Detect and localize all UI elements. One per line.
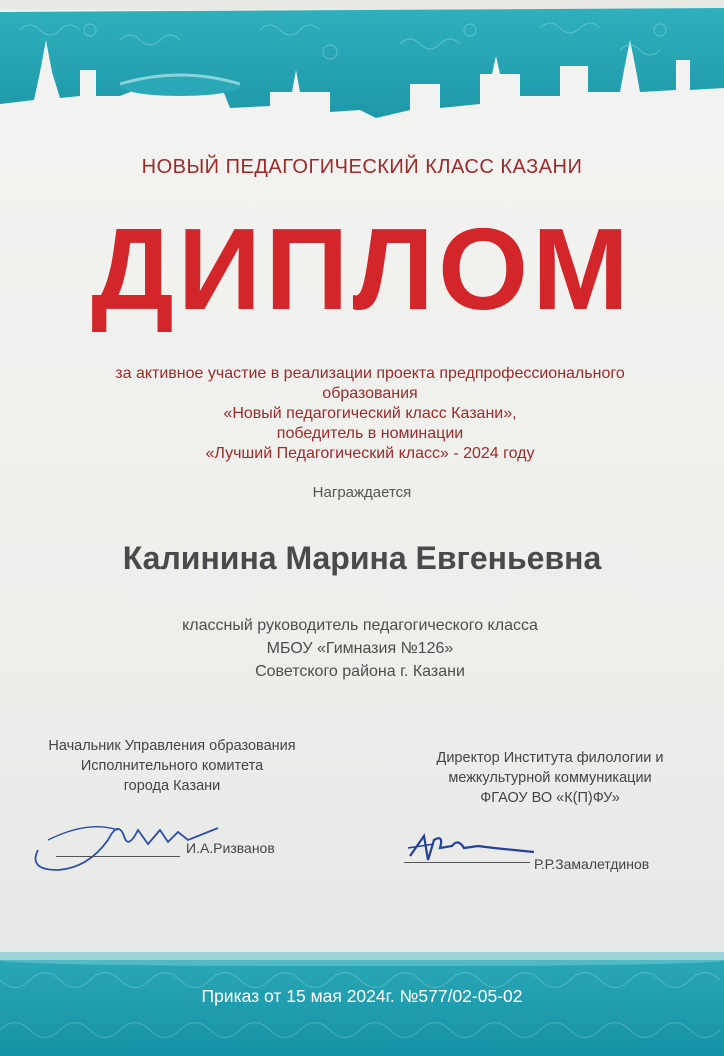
- diploma-title: ДИПЛОМ: [91, 204, 633, 334]
- right-signature-line: [404, 862, 530, 863]
- description-line: «Новый педагогический класс Казани»,: [223, 405, 517, 422]
- signatory-title-line: города Казани: [123, 778, 221, 794]
- order-reference: Приказ от 15 мая 2024г. №577/02-05-02: [201, 986, 523, 1006]
- position-line: МБОУ «Гимназия №126»: [266, 640, 454, 657]
- description-line: победитель в номинации: [276, 425, 464, 442]
- signatory-title-line: ФГАОУ ВО «К(П)ФУ»: [480, 790, 620, 806]
- right-handwritten-signature: [404, 826, 544, 870]
- position-line: классный руководитель педагогического класса: [182, 617, 538, 634]
- footer-band: [0, 960, 724, 1056]
- right-signatory-title: [400, 748, 700, 808]
- recipient-position: [140, 614, 580, 683]
- ornament-pattern-icon: [0, 960, 724, 1056]
- description-line: «Лучший Педагогический класс» - 2024 году: [205, 445, 535, 462]
- organization-header: НОВЫЙ ПЕДАГОГИЧЕСКИЙ КЛАСС КАЗАНИ: [141, 156, 583, 178]
- left-signatory-title: [22, 736, 322, 796]
- left-signature-line: [56, 856, 180, 857]
- left-signatory-name: И.А.Ризванов: [186, 840, 275, 856]
- kazan-skyline-banner: [0, 0, 724, 140]
- award-description: [60, 364, 680, 464]
- signatory-title-line: Директор Института филологии и: [436, 750, 664, 766]
- recipient-name: Калинина Марина Евгеньевна: [122, 540, 602, 576]
- signatory-title-line: Исполнительного комитета: [80, 758, 264, 774]
- signatory-title-line: межкультурной коммуникации: [448, 770, 652, 786]
- signatory-title-line: Начальник Управления образования: [48, 738, 296, 754]
- right-signatory-name: Р.Р.Замалетдинов: [534, 856, 650, 872]
- position-line: Советского района г. Казани: [255, 663, 465, 680]
- description-line: за активное участие в реализации проекта предпрофессионального: [115, 365, 625, 382]
- description-line: образования: [322, 385, 418, 402]
- awarded-label: Награждается: [312, 484, 412, 501]
